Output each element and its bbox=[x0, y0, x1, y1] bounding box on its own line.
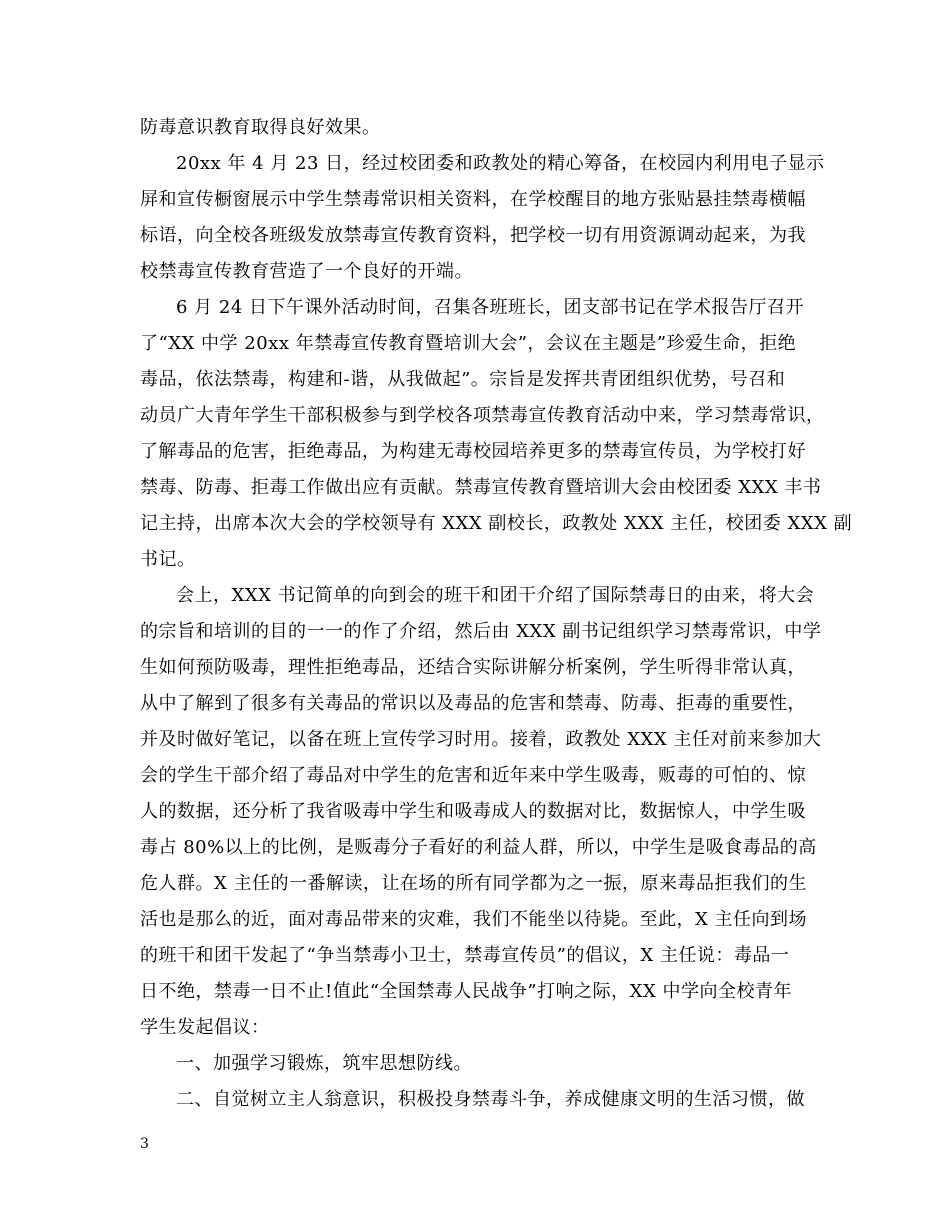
text-line: 学生发起倡议： bbox=[140, 1017, 270, 1038]
text-line: 了“XX 中学 20xx 年禁毒宣传教育暨培训大会”，会议在主题是”珍爱生命，拒绝 bbox=[140, 333, 797, 354]
text-line: 了解毒品的危害，拒绝毒品，为构建无毒校园培养更多的禁毒宣传员，为学校打好 bbox=[140, 441, 806, 462]
text-line: 日不绝，禁毒一日不止!值此“全国禁毒人民战争”打响之际，XX 中学向全校青年 bbox=[140, 981, 792, 1002]
text-line: 二、自觉树立主人翁意识，积极投身禁毒斗争，养成健康文明的生活习惯，做 bbox=[176, 1089, 805, 1110]
text-line: 活也是那么的近，面对毒品带来的灾难，我们不能坐以待毙。至此，X 主任向到场 bbox=[140, 909, 808, 930]
text-line: 禁毒、防毒、拒毒工作做出应有贡献。禁毒宣传教育暨培训大会由校团委 XXX 丰书 bbox=[140, 477, 822, 498]
text-line: 从中了解到了很多有关毒品的常识以及毒品的危害和禁毒、防毒、拒毒的重要性， bbox=[140, 693, 806, 714]
text-line: 防毒意识教育取得良好效果。 bbox=[140, 117, 381, 138]
page-number: 3 bbox=[140, 1136, 149, 1152]
text-line: 生如何预防吸毒，理性拒绝毒品，还结合实际讲解分析案例，学生听得非常认真， bbox=[140, 657, 806, 678]
text-line: 记主持，出席本次大会的学校领导有 XXX 副校长，政教处 XXX 主任，校团委 XXX 副 bbox=[140, 513, 853, 534]
text-line: 人的数据，还分析了我省吸毒中学生和吸毒成人的数据对比，数据惊人，中学生吸 bbox=[140, 801, 806, 822]
text-line: 屏和宣传橱窗展示中学生禁毒常识相关资料，在学校醒目的地方张贴悬挂禁毒横幅 bbox=[140, 189, 806, 210]
text-line: 校禁毒宣传教育营造了一个良好的开端。 bbox=[140, 261, 473, 282]
text-line: 的班干和团干发起了“争当禁毒小卫士，禁毒宣传员”的倡议，X 主任说：毒品一 bbox=[140, 945, 790, 966]
text-line: 20xx 年 4 月 23 日，经过校团委和政教处的精心筹备，在校园内利用电子显示 bbox=[176, 153, 825, 174]
text-line: 一、加强学习锻炼，筑牢思想防线。 bbox=[176, 1053, 472, 1074]
text-line: 危人群。X 主任的一番解读，让在场的所有同学都为之一振，原来毒品拒我们的生 bbox=[140, 873, 808, 894]
text-line: 会的学生干部介绍了毒品对中学生的危害和近年来中学生吸毒，贩毒的可怕的、惊 bbox=[140, 765, 806, 786]
text-line: 会上，XXX 书记简单的向到会的班干和团干介绍了国际禁毒日的由来，将大会 bbox=[176, 585, 815, 606]
text-line: 并及时做好笔记，以备在班上宣传学习时用。接着，政教处 XXX 主任对前来参加大 bbox=[140, 729, 822, 750]
text-line: 的宗旨和培训的目的一一的作了介绍，然后由 XXX 副书记组织学习禁毒常识，中学 bbox=[140, 621, 822, 642]
text-line: 标语，向全校各班级发放禁毒宣传教育资料，把学校一切有用资源调动起来，为我 bbox=[140, 225, 806, 246]
text-line: 书记。 bbox=[140, 549, 196, 570]
text-line: 动员广大青年学生干部积极参与到学校各项禁毒宣传教育活动中来，学习禁毒常识， bbox=[140, 405, 825, 426]
text-line: 毒占 80%以上的比例，是贩毒分子看好的利益人群，所以，中学生是吸食毒品的高 bbox=[140, 837, 817, 858]
text-line: 6 月 24 日下午课外活动时间，召集各班班长，团支部书记在学术报告厅召开 bbox=[176, 297, 805, 318]
text-line: 毒品，依法禁毒，构建和-谐，从我做起”。宗旨是发挥共青团组织优势，号召和 bbox=[140, 369, 786, 390]
